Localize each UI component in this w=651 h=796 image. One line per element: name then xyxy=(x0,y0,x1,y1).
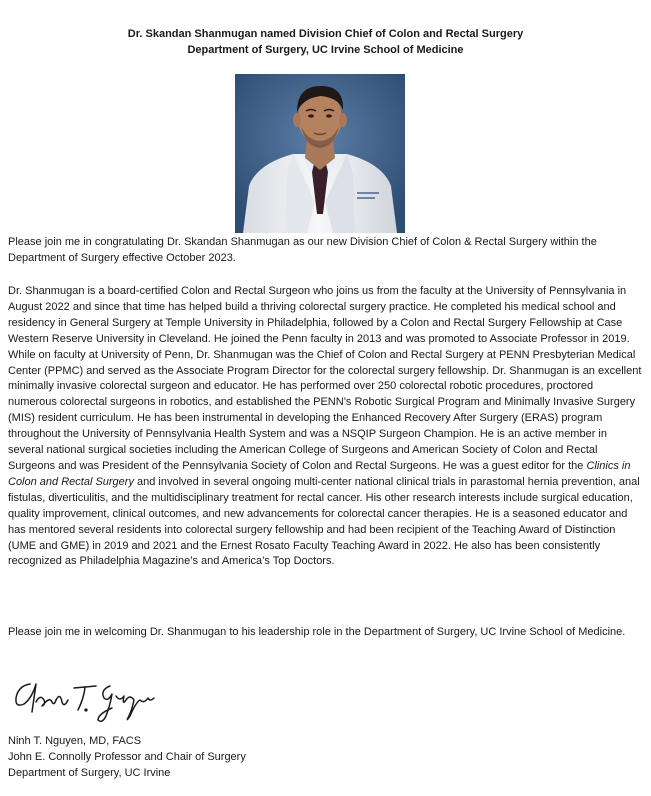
welcome-paragraph: Please join me in welcoming Dr. Shanmugan to his leadership role in the Department of Surgery, UC Irvine School of Medicine. xyxy=(8,626,626,638)
headline-title: Dr. Skandan Shanmugan named Division Chief of Colon and Rectal Surgery xyxy=(127,28,524,40)
portrait-illustration xyxy=(235,74,405,233)
signature-graphic xyxy=(12,676,162,726)
signatory-title: John E. Connolly Professor and Chair of Surgery xyxy=(8,751,246,763)
biography-paragraph xyxy=(8,284,642,570)
handwritten-signature xyxy=(12,676,162,726)
congratulation-paragraph: Please join me in congratulating Dr. Skandan Shanmugan as our new Division Chief of Colon & Rectal Surgery within the Department of Surgery effective October 2023. xyxy=(8,236,597,264)
signatory-department: Department of Surgery, UC Irvine xyxy=(8,767,171,779)
headline-department: Department of Surgery, UC Irvine School of Medicine xyxy=(187,44,464,56)
biography-text-part1: Dr. Shanmugan is a board-certified Colon and Rectal Surgeon who joins us from the faculty at the University of Pennsylvania in August 2022 and since that time has helped build a thriving colorectal surgery practice. He completed his medical school and residency in General Surgery at Temple University in Philadelphia, followed by a Colon and Rectal Surgery Fellowship at Case Western Reserve University in Cleveland. He joined the Penn faculty in 2013 and was promoted to Associate Professor in 2019. While on faculty at University of Penn, Dr. Shanmugan was the Chief of Colon and Rectal Surgery at PENN Presbyterian Medical Center (PPMC) and served as the Associate Program Director for the colorectal surgery fellowship. Dr. Shanmugan is an excellent minimally invasive colorectal surgeon and educator. He has performed over 250 colorectal robotic procedures, proctored numerous colorectal surgeons in robotics, and established the PENN’s Robotic Surgical Program and Minimally Invasive Surgery (MIS) resident curriculum. He has been instrumental in developing the Enhanced Recovery After Surgery (ERAS) program throughout the University of Pennsylvania Health System and was a NSQIP Surgeon Champion. He is an active member in several national surgical societies including the American College of Surgeons and American Society of Colon and Rectal Surgeons and was President of the Pennsylvania Society of Colon and Rectal Surgeons. He was a guest editor for the xyxy=(8,285,642,472)
portrait-photo xyxy=(235,74,405,233)
journal-title: Clinics in Colon and Rectal Surgery xyxy=(8,459,631,488)
biography-text-part2: and involved in several ongoing multi-center national clinical trials in parastomal hernia prevention, anal fistulas, diverticulitis, and the multidisciplinary treatment for rectal cancer. His other research interests include surgical education, quality improvement, clinical outcomes, and new advancements for colorectal cancer therapies. He is a seasoned educator and has mentored several residents into colorectal surgery fellowship and had been recipient of the Teaching Award of Distinction (UME and GME) in 2019 and 2021 and the Ernest Rosato Faculty Teaching Award in 2022. He also has been consistently recognized as Philadelphia Magazine’s and America’s Top Doctors. xyxy=(8,475,640,568)
signatory-name: Ninh T. Nguyen, MD, FACS xyxy=(8,735,142,747)
